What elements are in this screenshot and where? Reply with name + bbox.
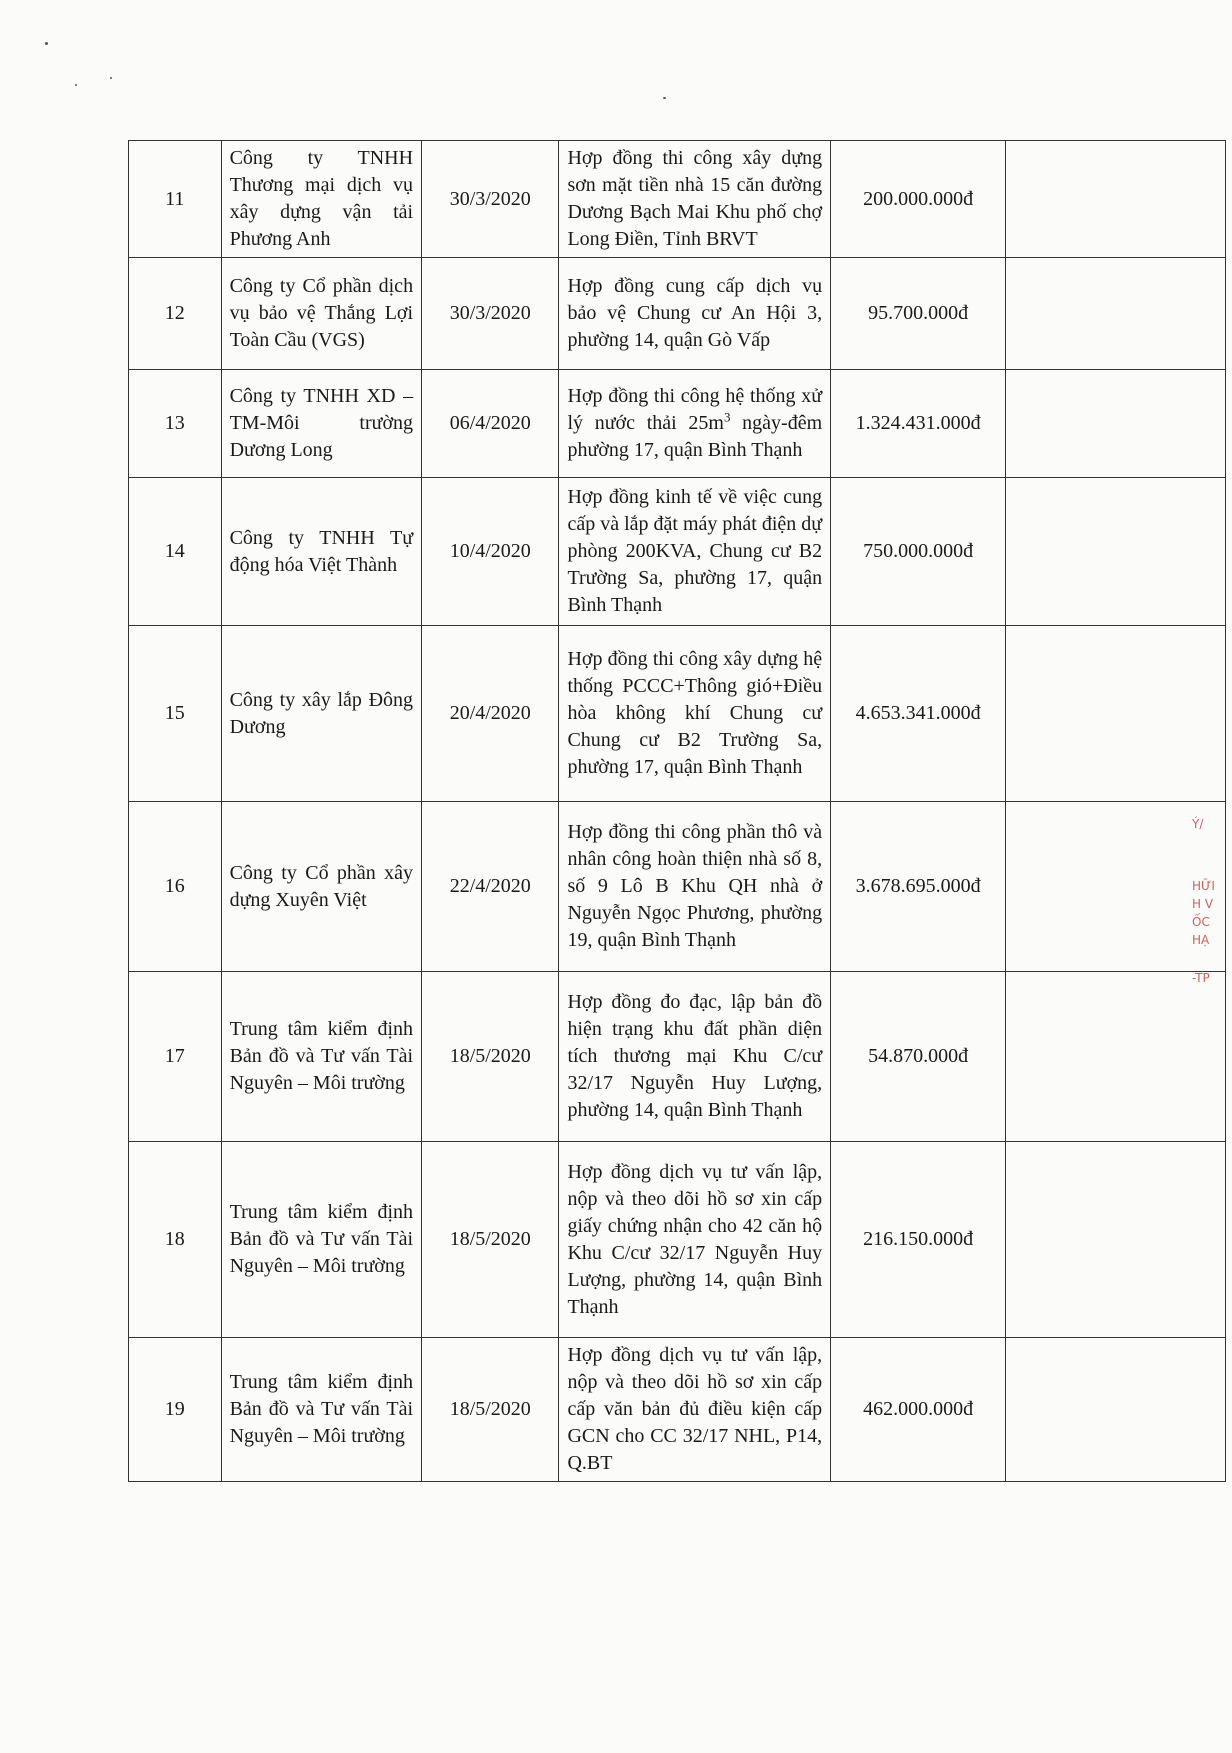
contract-description: Hợp đồng dịch vụ tư vấn lập, nộp và theo dõi hồ sơ xin cấp giấy chứng nhận cho 42 căn hộ Khu C/cư 32/17 Nguyễn Huy Lượng, phường 14, quận Bình Thạnh (559, 1142, 831, 1338)
row-number: 13 (129, 370, 222, 478)
table-row (129, 802, 1226, 972)
row-number: 18 (129, 1142, 222, 1338)
contract-amount: 1.324.431.000đ (831, 370, 1006, 478)
contract-description (559, 370, 831, 478)
company-name: Trung tâm kiểm định Bản đồ và Tư vấn Tài Nguyên – Môi trường (221, 972, 421, 1142)
table-row (129, 1338, 1226, 1482)
contracts-table (128, 140, 1226, 1482)
stamp-text: H V (1192, 897, 1214, 911)
company-name: Công ty Cổ phần dịch vụ bảo vệ Thắng Lợi Toàn Cầu (VGS) (221, 258, 421, 370)
contract-amount: 4.653.341.000đ (831, 626, 1006, 802)
contract-description: Hợp đồng dịch vụ tư vấn lập, nộp và theo dõi hồ sơ xin cấp cấp văn bản đủ điều kiện cấp GCN cho CC 32/17 NHL, P14, Q.BT (559, 1338, 831, 1482)
contract-description: Hợp đồng cung cấp dịch vụ bảo vệ Chung cư An Hội 3, phường 14, quận Gò Vấp (559, 258, 831, 370)
contract-date: 18/5/2020 (422, 1142, 559, 1338)
contract-amount: 462.000.000đ (831, 1338, 1006, 1482)
superscript-exponent: 3 (723, 409, 731, 425)
company-name: Công ty xây lắp Đông Dương (221, 626, 421, 802)
contract-description: Hợp đồng thi công phần thô và nhân công hoàn thiện nhà số 8, số 9 Lô B Khu QH nhà ở Nguyễn Ngọc Phương, phường 19, quận Bình Thạnh (559, 802, 831, 972)
note-cell (1006, 478, 1226, 626)
contract-date: 18/5/2020 (422, 1338, 559, 1482)
row-number: 15 (129, 626, 222, 802)
scan-speck (75, 84, 77, 86)
table-row (129, 972, 1226, 1142)
table-row (129, 258, 1226, 370)
company-name: Công ty TNHH Thương mại dịch vụ xây dựng vận tải Phương Anh (221, 141, 421, 258)
note-cell (1006, 370, 1226, 478)
table-row (129, 1142, 1226, 1338)
note-cell (1006, 1142, 1226, 1338)
contract-amount: 3.678.695.000đ (831, 802, 1006, 972)
red-seal-stamp-fragment (1192, 815, 1232, 1035)
contract-amount: 54.870.000đ (831, 972, 1006, 1142)
company-name: Trung tâm kiểm định Bản đồ và Tư vấn Tài Nguyên – Môi trường (221, 1338, 421, 1482)
contract-description: Hợp đồng kinh tế về việc cung cấp và lắp đặt máy phát điện dự phòng 200KVA, Chung cư B2 Trường Sa, phường 17, quận Bình Thạnh (559, 478, 831, 626)
stamp-text: Ý/ (1192, 817, 1204, 831)
row-number: 11 (129, 141, 222, 258)
contract-date: 30/3/2020 (422, 141, 559, 258)
stamp-text: HẠ (1192, 933, 1210, 947)
company-name: Công ty TNHH XD – TM-Môi trường Dương Long (221, 370, 421, 478)
table-row (129, 478, 1226, 626)
stamp-text: HỮI (1192, 879, 1215, 893)
row-number: 14 (129, 478, 222, 626)
contract-date: 18/5/2020 (422, 972, 559, 1142)
contract-amount: 95.700.000đ (831, 258, 1006, 370)
contract-amount: 216.150.000đ (831, 1142, 1006, 1338)
contract-date: 20/4/2020 (422, 626, 559, 802)
note-cell (1006, 1338, 1226, 1482)
table-row (129, 141, 1226, 258)
stamp-text: ỐC (1192, 915, 1210, 929)
row-number: 19 (129, 1338, 222, 1482)
description-text: ngày-đêm phường 17, quận Bình Thạnh (567, 412, 823, 461)
note-cell (1006, 141, 1226, 258)
note-cell (1006, 626, 1226, 802)
contract-amount: 750.000.000đ (831, 478, 1006, 626)
contract-description: Hợp đồng thi công xây dựng sơn mặt tiền nhà 15 căn đường Dương Bạch Mai Khu phố chợ Long Điền, Tỉnh BRVT (559, 141, 831, 258)
contract-description: Hợp đồng thi công xây dựng hệ thống PCCC+Thông gió+Điều hòa không khí Chung cư Chung cư B2 Trường Sa, phường 17, quận Bình Thạnh (559, 626, 831, 802)
stamp-text: -TP (1192, 971, 1210, 985)
company-name: Công ty TNHH Tự động hóa Việt Thành (221, 478, 421, 626)
scan-speck (663, 97, 666, 99)
contract-date: 10/4/2020 (422, 478, 559, 626)
scan-speck (110, 77, 112, 79)
row-number: 12 (129, 258, 222, 370)
contract-date: 06/4/2020 (422, 370, 559, 478)
note-cell (1006, 258, 1226, 370)
company-name: Trung tâm kiểm định Bản đồ và Tư vấn Tài Nguyên – Môi trường (221, 1142, 421, 1338)
row-number: 16 (129, 802, 222, 972)
company-name: Công ty Cổ phần xây dựng Xuyên Việt (221, 802, 421, 972)
scan-speck (45, 42, 48, 45)
description-text: Hợp đồng thi công hệ thống xử lý nước thải 25m (567, 385, 823, 434)
contract-date: 22/4/2020 (422, 802, 559, 972)
table-row (129, 626, 1226, 802)
table-row (129, 370, 1226, 478)
contract-date: 30/3/2020 (422, 258, 559, 370)
contract-description: Hợp đồng đo đạc, lập bản đồ hiện trạng khu đất phần diện tích thương mại Khu C/cư 32/17 Nguyễn Huy Lượng, phường 14, quận Bình Thạnh (559, 972, 831, 1142)
contract-amount: 200.000.000đ (831, 141, 1006, 258)
row-number: 17 (129, 972, 222, 1142)
